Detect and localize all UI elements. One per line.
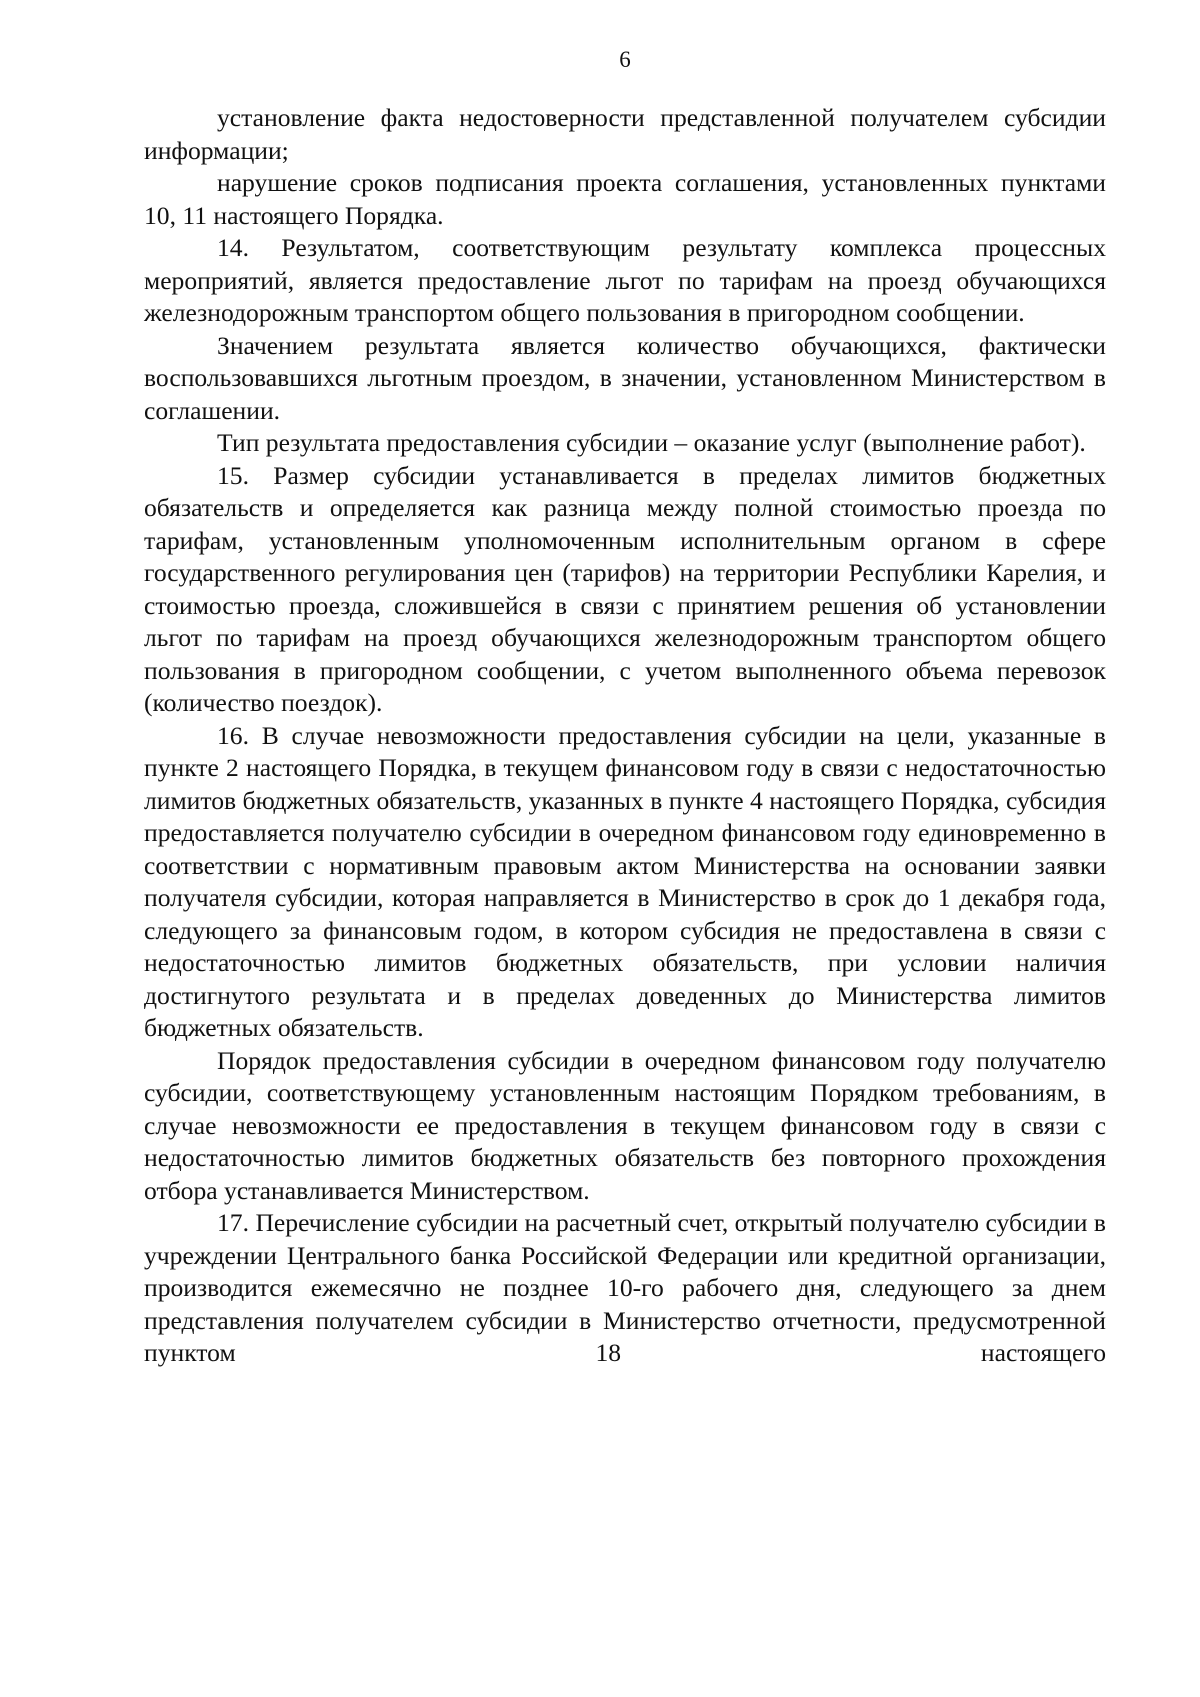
paragraph-next-year-procedure: Порядок предоставления субсидии в очередном финансовом году получателю субсидии, соответствующему установленным настоящим Порядком требованиям, в случае невозможности ее предоставления в текущем финансовом году в связи с недостаточностью лимитов бюджетных обязательств без повторного прохождения отбора устанавливается Министерством. — [144, 1045, 1106, 1205]
paragraph-result-value: Значением результата является количество обучающихся, фактически воспользовавшихся льготным проездом, в значении, установленном Министерством в соглашении. — [144, 330, 1106, 425]
paragraph-deadline-violation: нарушение сроков подписания проекта соглашения, установленных пунктами 10, 11 настоящего Порядка. — [144, 168, 1106, 230]
paragraph-clause-16: 16. В случае невозможности предоставления субсидии на цели, указанные в пункте 2 настоящего Порядка, в текущем финансовом году в связи с недостаточностью лимитов бюджетных обязательств, указанных в пункте 4 настоящего Порядка, субсидия предоставляется получателю субсидии в очередном финансовом году единовременно в соответствии с нормативным правовым актом Министерства на основании заявки получателя субсидии, которая направляется в Министерство в срок до 1 декабря года, следующего за финансовым годом, в котором субсидия не предоставлена в связи с недостаточностью лимитов бюджетных обязательств, при условии наличия достигнутого результата и в пределах доведенных до Министерства лимитов бюджетных обязательств. — [144, 720, 1106, 1042]
paragraph-result-type: Тип результата предоставления субсидии – оказание услуг (выполнение работ). — [217, 428, 1086, 457]
document-body — [144, 102, 1106, 1370]
paragraph-clause-14: 14. Результатом, соответствующим результату комплекса процессных мероприятий, является предоставление льгот по тарифам на проезд обучающихся железнодорожным транспортом общего пользования в пригородном сообщении. — [144, 233, 1106, 327]
paragraph-invalid-info: установление факта недостоверности представленной получателем субсидии информации; — [144, 103, 1106, 165]
paragraph-clause-15: 15. Размер субсидии устанавливается в пределах лимитов бюджетных обязательств и определяется как разница между полной стоимостью проезда по тарифам, установленным уполномоченным исполнительным органом в сфере государственного регулирования цен (тарифов) на территории Республики Карелия, и стоимостью проезда, сложившейся в связи с принятием решения об установлении льгот по тарифам на проезд обучающихся железнодорожным транспортом общего пользования в пригородном сообщении, с учетом выполненного объема перевозок (количество поездок). — [144, 460, 1106, 717]
paragraph-clause-17: 17. Перечисление субсидии на расчетный счет, открытый получателю субсидии в учреждении Центрального банка Российской Федерации или кредитной организации, производится ежемесячно не позднее 10-го рабочего дня, следующего за днем представления получателем субсидии в Министерство отчетности, предусмотренной пунктом 18 настоящего — [144, 1208, 1106, 1367]
page-number: 6 — [619, 47, 631, 72]
